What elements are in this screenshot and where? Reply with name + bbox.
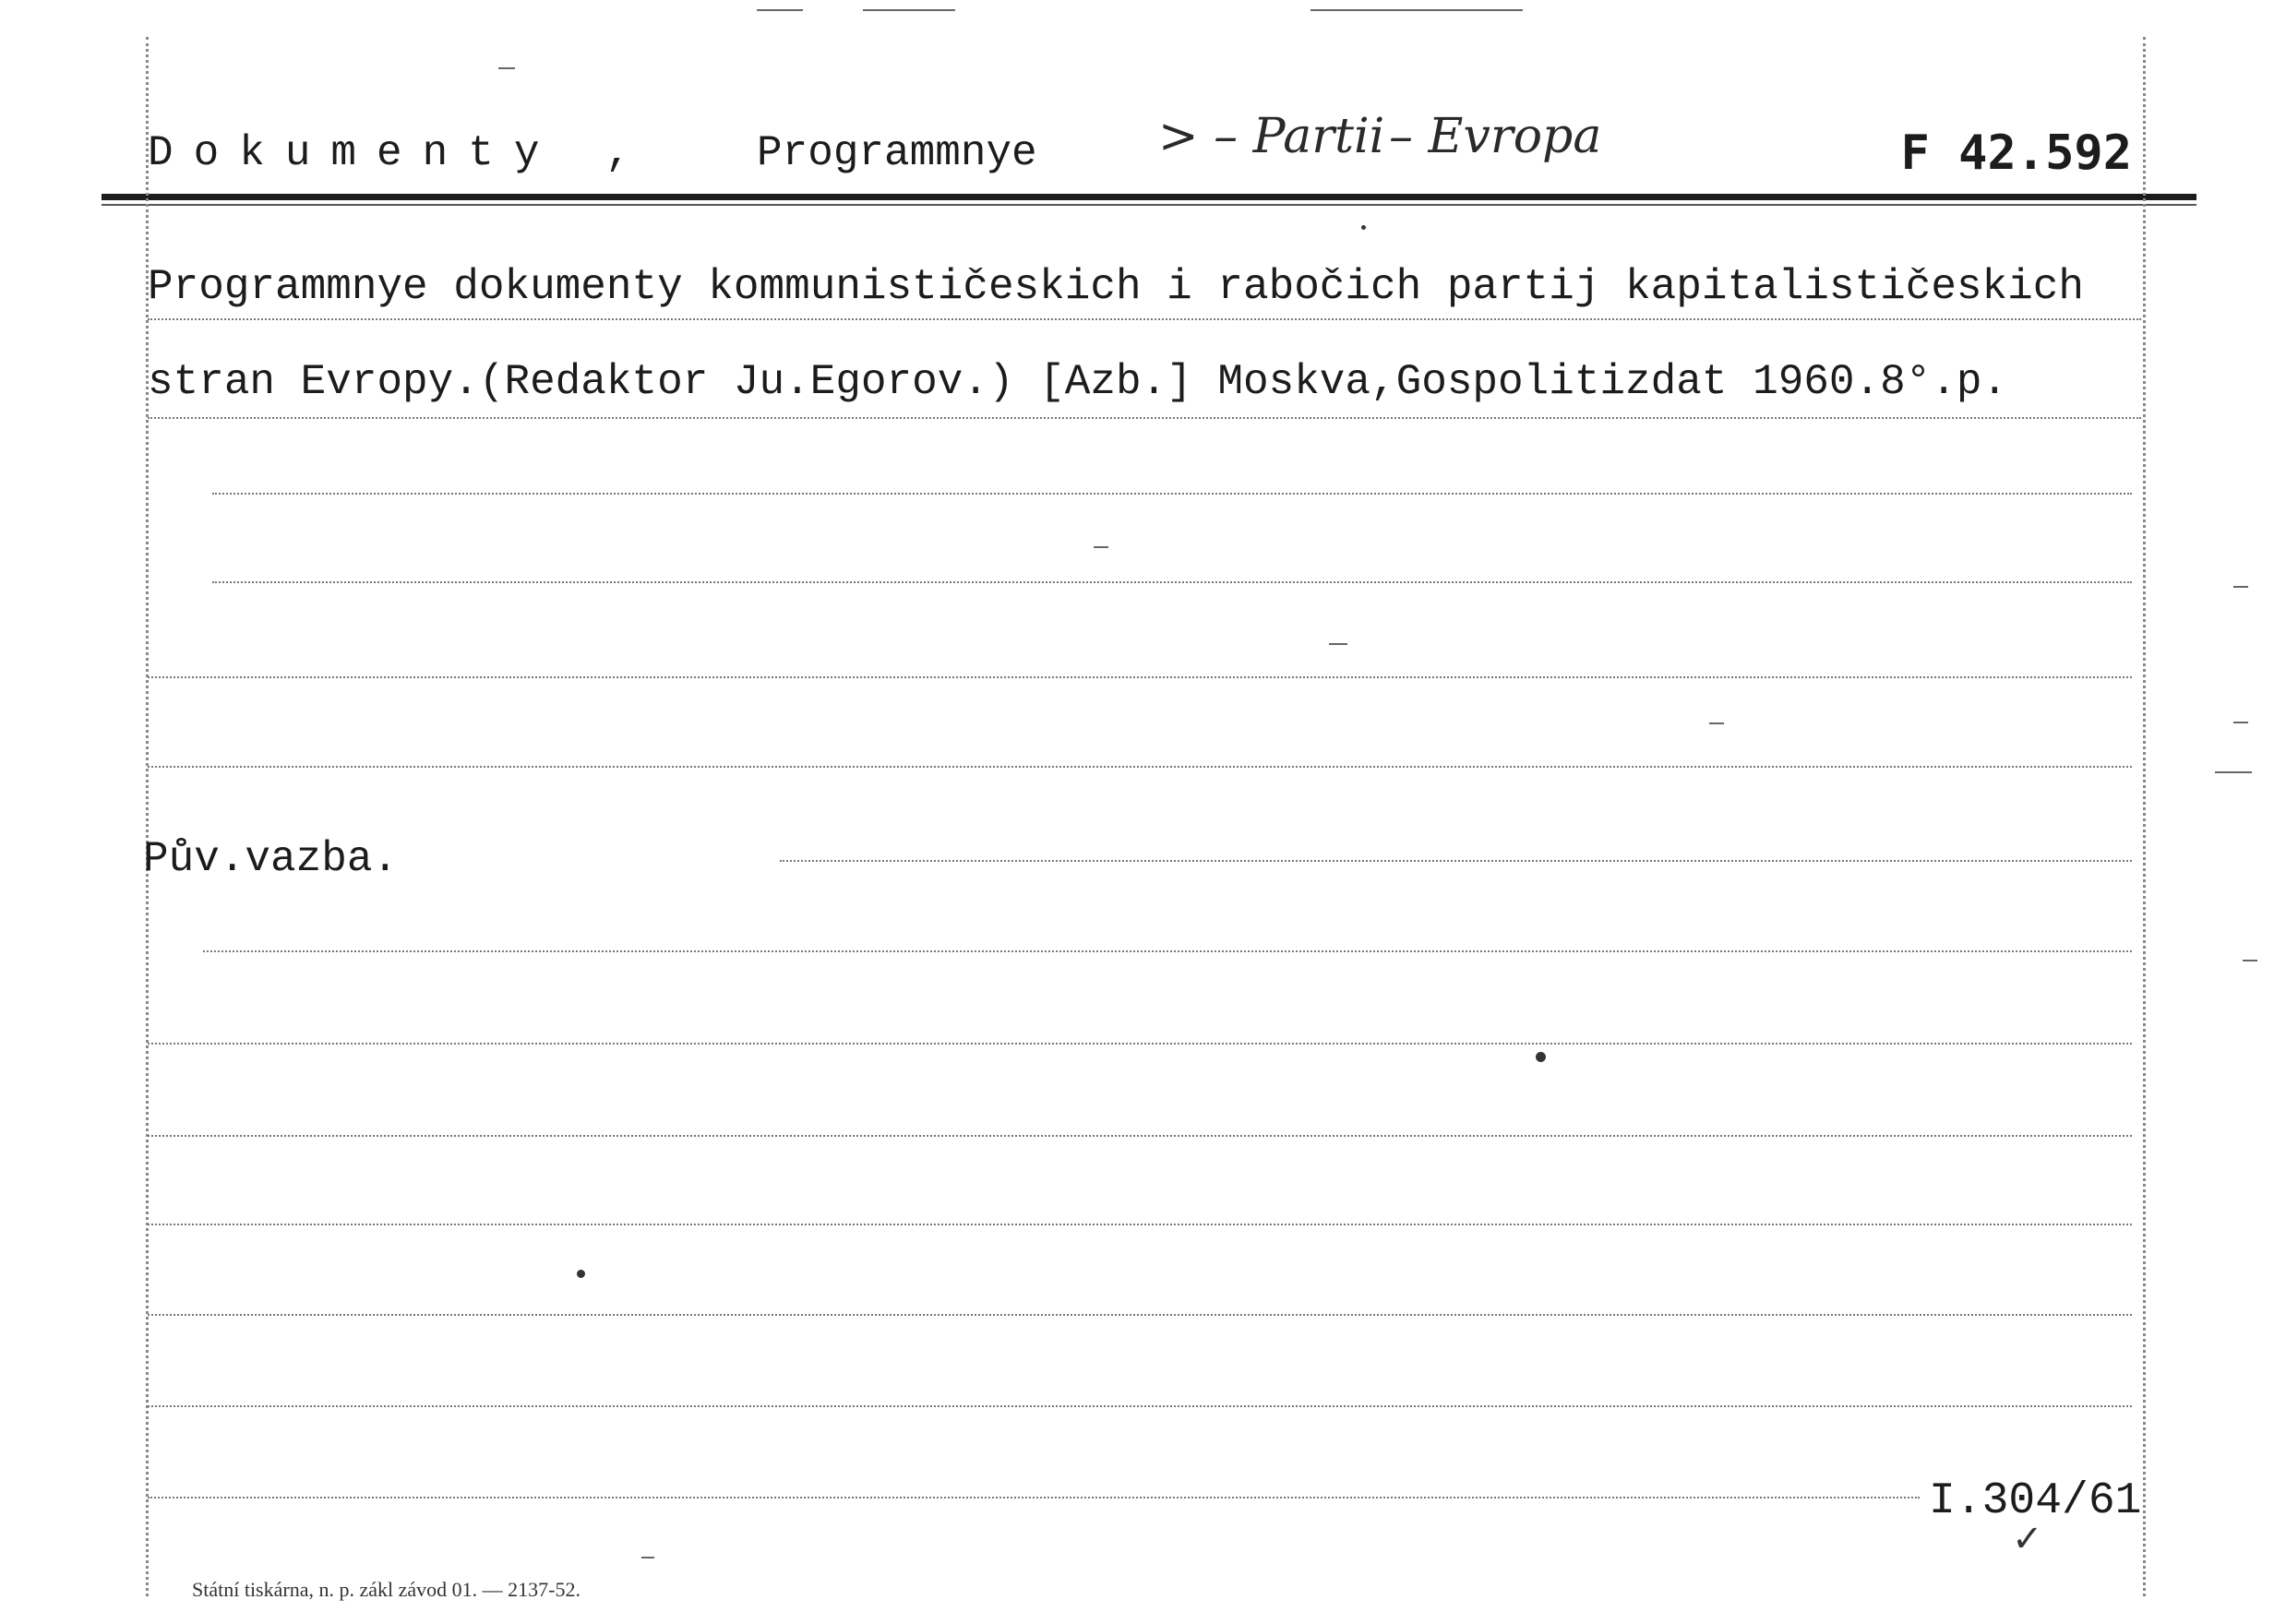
heading-subject-term: Programmnye [757,129,1037,177]
ruled-line [148,676,2132,678]
ruled-line [212,493,2132,495]
ruled-line [780,860,2132,862]
entry-title-line-1: Programmnye dokumenty kommunističeskich i rabočich partij kapitalističeskich [148,263,2084,311]
printer-imprint: Státní tiskárna, n. p. zákl závod 01. — 2137-52. [192,1578,580,1601]
entry-title-line-2: stran Evropy.(Redaktor Ju.Egorov.) [Azb.] Moskva,Gospolitizdat 1960.8°.p. [148,358,2008,406]
edge-mark [641,1557,654,1558]
shelf-mark: I.304/61 [1929,1476,2142,1526]
ink-speck [1536,1052,1546,1062]
catalog-number: F 42.592 [1900,125,2132,181]
edge-mark [1329,643,1347,645]
header-rule-thin [102,204,2196,206]
ruled-line [203,950,2132,952]
edge-mark [2215,771,2252,773]
card-heading [148,109,2132,185]
edge-mark [1094,546,1108,548]
check-mark: ✓ [2012,1518,2043,1560]
edge-mark [1311,9,1523,11]
edge-mark [757,9,803,11]
ruled-line [148,1043,2132,1045]
ink-speck [1361,225,1366,230]
edge-mark [498,67,515,69]
ruled-line [148,318,2141,320]
edge-mark [1709,722,1724,724]
heading-subject: Dokumenty , [148,129,652,177]
edge-mark [863,9,955,11]
binding-note: Pův.vazba. [143,835,399,883]
edge-mark [2233,586,2248,588]
ruled-line [148,1497,1920,1499]
ruled-line [148,417,2141,419]
ruled-line [148,1405,2132,1407]
edge-mark [2233,722,2248,723]
ruled-line [148,766,2132,768]
ruled-line [148,1135,2132,1137]
handwritten-annotation-europe: – Evropa [1389,109,1602,164]
right-margin-line [2143,37,2146,1596]
ruled-line [212,581,2132,583]
edge-mark [2243,960,2257,961]
header-rule [102,194,2196,200]
ink-speck [577,1270,585,1278]
ruled-line [148,1314,2132,1316]
ruled-line [148,1224,2132,1225]
handwritten-annotation-parties: > – Partii [1158,109,1385,164]
